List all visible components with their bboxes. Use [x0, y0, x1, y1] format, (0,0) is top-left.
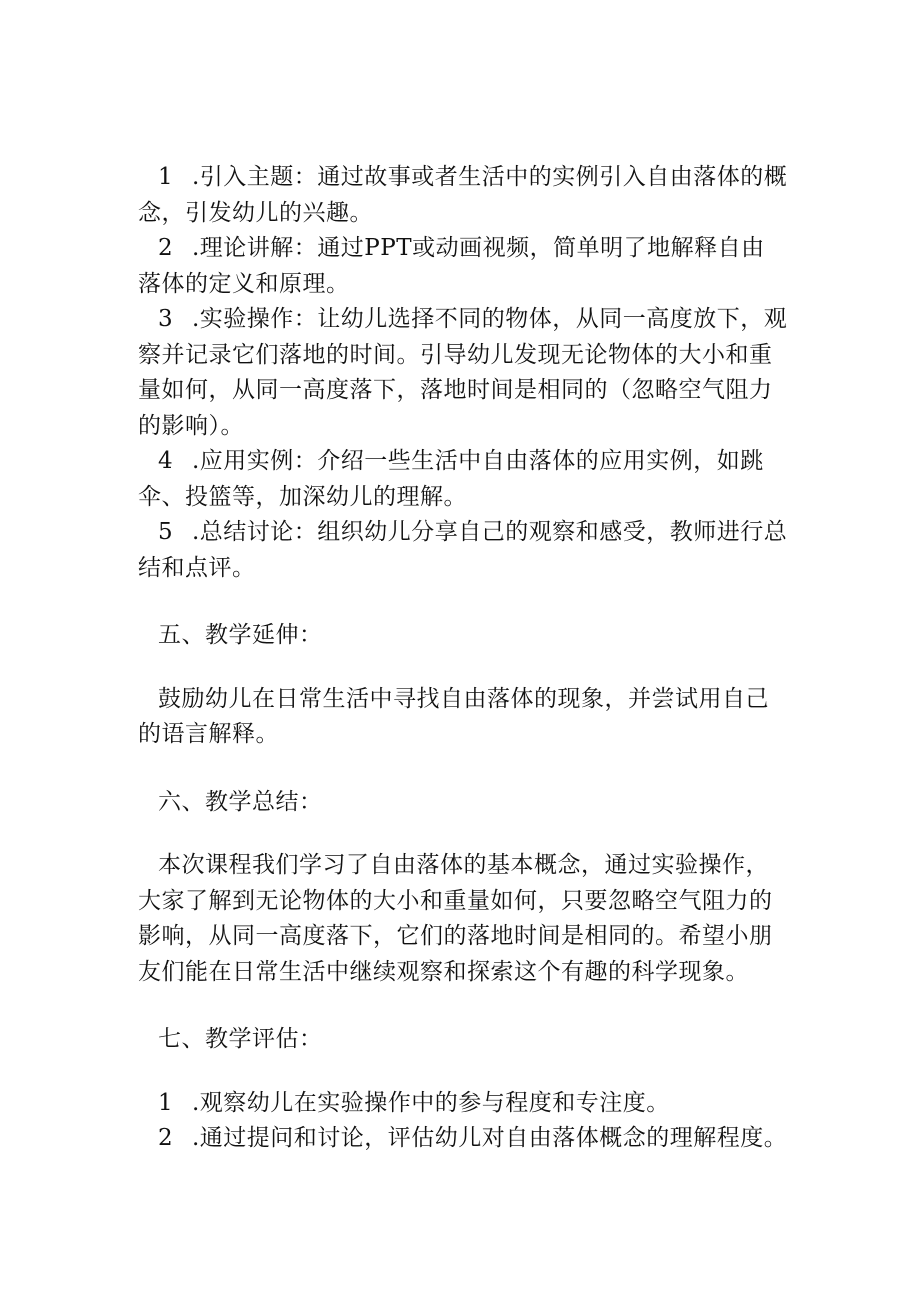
section-heading-summary: 六、教学总结：: [158, 788, 323, 815]
list-number: 1: [158, 1089, 174, 1116]
list-item: [138, 515, 788, 586]
list-number: 3: [158, 306, 174, 332]
list-item: [138, 1086, 788, 1122]
list-number: 4: [158, 448, 174, 474]
list-text: .引入主题：通过故事或者生活中的实例引入自由落体的概念，引发幼儿的兴趣。: [138, 164, 788, 226]
section-body-extension: 鼓励幼儿在日常生活中寻找自由落体的现象，并尝试用自己的语言解释。: [138, 685, 769, 747]
list-text: .通过提问和讨论，评估幼儿对自由落体概念的理解程度。: [192, 1125, 788, 1151]
list-number: 2: [158, 1125, 174, 1151]
spacer: [138, 586, 788, 618]
spacer: [138, 820, 788, 848]
section-heading-extension: 五、教学延伸：: [158, 622, 323, 648]
spacer: [138, 654, 788, 682]
list-number: 5: [158, 519, 174, 545]
list-text: .总结讨论：组织幼儿分享自己的观察和感受，教师进行总结和点评。: [138, 519, 788, 581]
list-number: 2: [158, 235, 174, 261]
section-body-summary: 本次课程我们学习了自由落体的基本概念，通过实验操作，大家了解到无论物体的大小和重量如何，只要忽略空气阻力的影响，从同一高度落下，它们的落地时间是相同的。希望小朋友们能在日常生活中继续观察和探索这个有趣的科学现象。: [138, 852, 773, 985]
list-item: [138, 231, 788, 302]
spacer: [138, 990, 788, 1022]
steps-list: [138, 160, 788, 586]
list-item: [138, 160, 788, 231]
list-item: [138, 444, 788, 515]
list-text: .观察幼儿在实验操作中的参与程度和专注度。: [192, 1089, 670, 1116]
list-text: .理论讲解：通过PPT或动画视频，简单明了地解释自由落体的定义和原理。: [138, 235, 765, 297]
list-text: .实验操作：让幼儿选择不同的物体，从同一高度放下，观察并记录它们落地的时间。引导幼儿发现无论物体的大小和重量如何，从同一高度落下，落地时间是相同的（忽略空气阻力的影响）。: [138, 306, 788, 439]
list-text: .应用实例：介绍一些生活中自由落体的应用实例，如跳伞、投篮等，加深幼儿的理解。: [138, 448, 764, 510]
list-item: [138, 1121, 788, 1157]
list-number: 1: [158, 164, 174, 190]
spacer: [138, 753, 788, 785]
list-item: [138, 302, 788, 444]
evaluation-list: [138, 1086, 788, 1157]
spacer: [138, 1058, 788, 1086]
section-heading-evaluation: 七、教学评估：: [158, 1026, 323, 1052]
